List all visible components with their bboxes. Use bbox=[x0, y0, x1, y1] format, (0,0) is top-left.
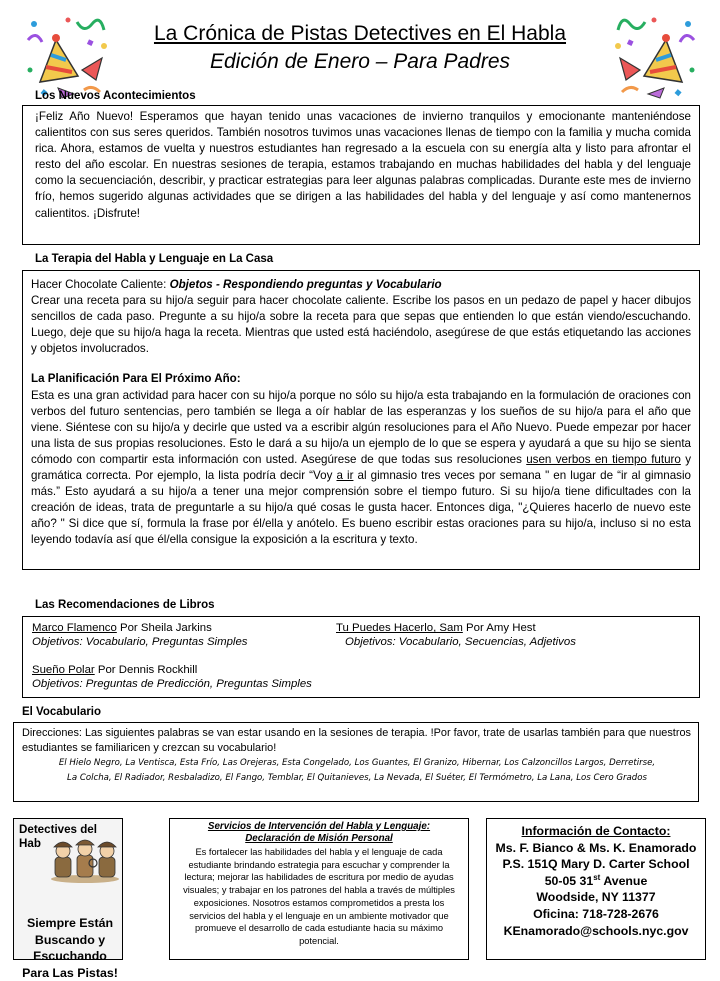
detectives-kids-icon bbox=[49, 833, 121, 888]
book-item: Marco Flamenco Por Sheila Jarkins bbox=[32, 622, 212, 634]
book-objectives: Objetivos: Preguntas de Predicción, Preguntas Simples bbox=[32, 678, 312, 690]
news-section-label: Los Nuevos Acontecimientos bbox=[35, 90, 196, 102]
news-box bbox=[22, 105, 700, 245]
activity1-heading bbox=[31, 277, 691, 293]
activity2-title: La Planificación Para El Próximo Año: bbox=[31, 372, 241, 386]
footer-contact-panel bbox=[486, 818, 706, 960]
newsletter-title: La Crónica de Pistas Detectives en El Habla bbox=[153, 22, 567, 45]
contact-phone: Oficina: 718-728-2676 bbox=[533, 906, 659, 921]
contact-school: P.S. 151Q Mary D. Carter School bbox=[502, 857, 690, 872]
book-objectives: Objetivos: Vocabulario, Preguntas Simples bbox=[32, 636, 248, 648]
detectives-slogan: Siempre Están Buscando y Escuchando Para Las Pistas! bbox=[22, 916, 118, 980]
books-box bbox=[22, 616, 700, 698]
contact-street: 50-05 31st Avenue bbox=[544, 872, 648, 888]
book-item: Tu Puedes Hacerlo, Sam Por Amy Hest bbox=[336, 622, 536, 634]
books-section-label: Las Recomendaciones de Libros bbox=[35, 599, 215, 611]
mission-subheading: Declaración de Misión Personal bbox=[245, 833, 393, 844]
contact-city: Woodside, NY 11377 bbox=[536, 890, 656, 905]
contact-names: Ms. F. Bianco & Ms. K. Enamorado bbox=[495, 840, 697, 855]
vocab-box bbox=[13, 722, 699, 802]
footer-mission-panel bbox=[169, 818, 469, 960]
activity2-text: Esta es una gran actividad para hacer con su hijo/a porque no sólo su hijo/a esta trabajando en la formulación de oraciones con verbos del futuro sentencias, pero también se llega a oír hablar de las esperanzas y los sueños de su hijo/a para el año que viene. Siéntese con su hijo/a y decirle que usted va a escribir algún resoluciones para el Año Nuevo. Puede empezar por hacer una lista de sus propias resoluciones. Esto le dará a su hijo/a un ejemplo de lo que se espera y ayudará a que su hijo se sienta cómodo con compartir esta información con usted. Asegúrese de que todas sus resoluciones usen verbos en tiempo futuro y gramática correcta. Por ejemplo, la lista podría decir “Voy a ir al gimnasio tres veces por semana " en lugar de “ir al gimnasio más.” Esto ayudará a su hijo/a a tener una mejor comprensión sobre el tiempo futuro. Si su hijo/a tiene dificultades con la creación de ideas, trata de preguntarle a su hijo/a qué cosas le gusta hacer. Entonces diga, "¿Quieres hacerlo de nuevo este año? " Si dice que sí, formula la frase por él/ella y anótelo. Es bueno escribir estas oraciones para su hijo/a, incluso si no esta leyendo todavía así que él/ella consigue la exposición a la escritura y texto. bbox=[31, 388, 691, 547]
activity1-title: Hacer Chocolate Caliente: bbox=[31, 278, 167, 291]
newsletter-subtitle: Edición de Enero – Para Padres bbox=[209, 50, 511, 73]
contact-email: KEnamorado@schools.nyc.gov bbox=[503, 923, 689, 938]
mission-heading: Servicios de Intervención del Habla y Lenguaje: bbox=[207, 821, 431, 832]
books-left-column bbox=[32, 621, 312, 691]
vocab-word-list: El Hielo Negro, La Ventisca, Esta Frío, Las Orejeras, Esta Congelado, Los Guantes, El Granizo, Hibernar, Los Calzoncillos Largos, Derretirse, La Colcha, El Radiador, Resbaladizo, El Fango, Temblar, El Quitanieves, La Nevada, El Suéter, El Termómetro, La Lana, Los Cero Grados bbox=[58, 758, 656, 784]
footer-left-panel bbox=[13, 818, 123, 980]
therapy-section-label: La Terapia del Habla y Lenguaje en La Casa bbox=[35, 253, 274, 265]
book-item: Sueño Polar Por Dennis Rockhill bbox=[32, 664, 198, 676]
activity1-text: Crear una receta para su hijo/a seguir para hacer chocolate caliente. Escribe los pasos en un pedazo de papel y hacer dibujos sencillos de cada paso. Pregunte a su hijo/a sobre la receta para que sepas que entienden lo que están viendo/escuchando. Luego, deje que su hijo/a haga la receta. Mientras que usted está haciéndolo, asegúrese de que estás etiquetando las acciones y objetos involucrados. bbox=[31, 294, 691, 356]
news-text: ¡Feliz Año Nuevo! Esperamos que hayan tenido unas vacaciones de invierno tranquilos y emocionante manteniéndose calientitos con sus seres queridos. También nosotros tuvimos unas vacaciones llenas de tiempo con la familia y mucha comida rica. Ahora, estamos de vuelta y nuestros estudiantes han regresado a la escuela con su energía alta y listo para afrontar el resto del año escolar. En nuestras sesiones de terapia, estamos trabajando en muchas habilidades del habla y del lenguaje como la secuenciación, describir, y practicar estrategias para leer algunas palabras complicadas. Durante este mes de invierno frío, hemos sugerido algunas actividades que se dirigen a las habilidades del habla y del lenguaje y así como mantenernos calientitos. ¡Disfrute! bbox=[35, 110, 691, 220]
contact-heading: Información de Contacto: bbox=[521, 824, 671, 838]
books-right-column bbox=[336, 621, 576, 649]
detectives-title: Detectives del Hab bbox=[19, 823, 97, 850]
vocab-section-label: El Vocabulario bbox=[22, 706, 102, 718]
book-objectives: Objetivos: Vocabulario, Secuencias, Adjetivos bbox=[345, 636, 576, 648]
mission-text: Es fortalecer las habilidades del habla y el lenguaje de cada estudiante brindando estrategia para escuchar y comprender la lectura; mejorar las habilidades de escritura por medio de ayudas visuales; y trabajar en los patrones del habla a través de múltiples exposiciones. Nosotros estamos comprometidos a presta los servicios del habla y el lenguaje en un ambiente motivador que promueve el desarrollo de cada estudiante hacia su máximo potencial. bbox=[183, 847, 455, 946]
therapy-box bbox=[22, 270, 700, 570]
vocab-directions: Direcciones: Las siguientes palabras se van estar usando en la sesiones de terapia. !Por favor, trate de usarlas también para que nuestros estudiantes se familiaricen y crezcan su vocabulario! bbox=[22, 727, 691, 754]
activity1-objectives: Objetos - Respondiendo preguntas y Vocabulario bbox=[169, 278, 442, 291]
